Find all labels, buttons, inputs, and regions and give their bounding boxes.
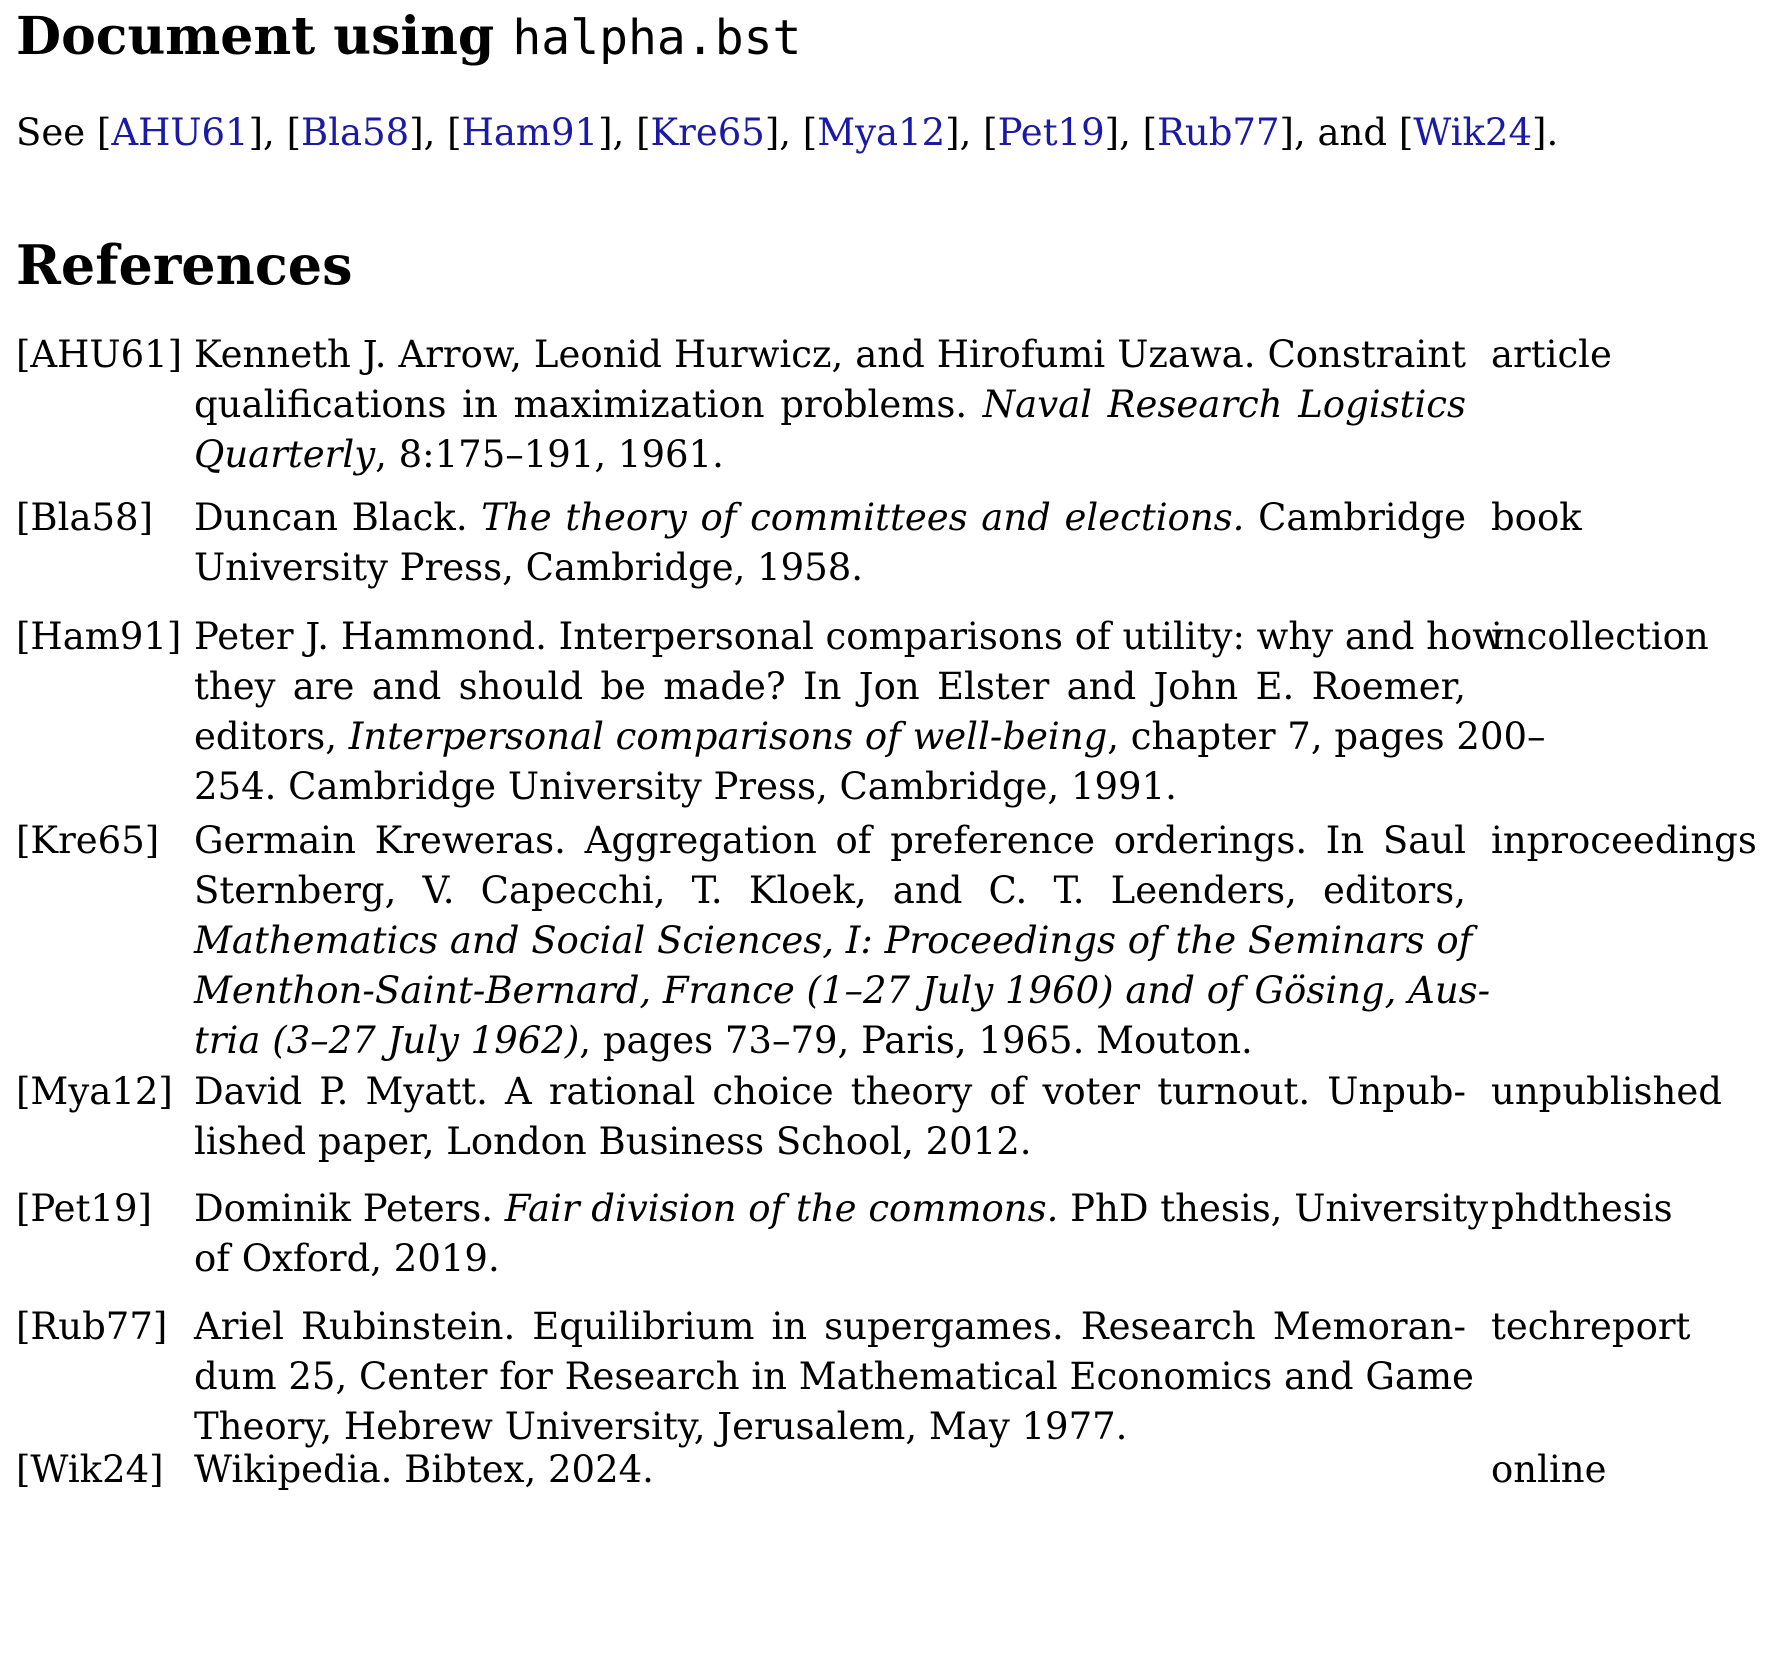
bib-text-segment: Cambridge	[1244, 496, 1466, 539]
bib-label: [Kre65]	[16, 819, 160, 862]
bib-text	[194, 1184, 1489, 1284]
bib-italic-title: Menthon-Saint-Bernard, France (1–27 July 1960) and of Gösing, Aus-	[194, 969, 1491, 1012]
bib-text	[194, 1067, 1466, 1167]
bib-italic-title: Fair division of the commons.	[504, 1187, 1059, 1230]
bib-text-segment: Kenneth J. Arrow, Leonid Hurwicz, and Hirofumi Uzawa. Constraint	[194, 333, 1466, 376]
bib-entry-type: incollection	[1491, 615, 1709, 658]
bib-text-segment: , chapter 7, pages 200–	[1107, 715, 1546, 758]
bib-text	[194, 612, 1546, 812]
bib-entry-type: techreport	[1491, 1305, 1691, 1348]
bib-italic-title: Quarterly	[194, 433, 376, 476]
citation-link-pet19[interactable]: Pet19	[997, 111, 1105, 154]
bib-text-segment: they are and should be made? In Jon Elster and John E. Roemer,	[194, 665, 1466, 708]
bib-text-segment: Duncan Black.	[194, 496, 482, 539]
bib-text-line	[194, 1445, 1466, 1495]
bib-text-segment: , pages 73–79, Paris, 1965. Mouton.	[579, 1019, 1253, 1062]
bib-text-line	[194, 1184, 1489, 1234]
bib-text-segment: qualifications in maximization problems.	[194, 383, 983, 426]
bib-text-segment: lished paper, London Business School, 2012.	[194, 1120, 1032, 1163]
bib-text-segment: Peter J. Hammond. Interpersonal comparisons of utility: why and how	[194, 615, 1504, 658]
title-filename: halpha.bst	[512, 10, 802, 66]
bib-entry-type: online	[1491, 1448, 1607, 1491]
bib-text-line	[194, 662, 1466, 712]
bib-text-segment: PhD thesis, University	[1058, 1187, 1489, 1230]
bib-text-segment: Sternberg, V. Capecchi, T. Kloek, and C. T. Leenders, editors,	[194, 869, 1466, 912]
bib-text-line	[194, 1302, 1466, 1352]
citation-link-wik24[interactable]: Wik24	[1413, 111, 1532, 154]
citation-link-bla58[interactable]: Bla58	[301, 111, 410, 154]
bib-entry-type: book	[1491, 496, 1582, 539]
bib-text-line	[194, 966, 1491, 1016]
title-prefix: Document using	[16, 6, 495, 67]
bib-label: [AHU61]	[16, 333, 183, 376]
bib-text-line	[194, 543, 1466, 593]
bib-text-segment: 254. Cambridge University Press, Cambridge, 1991.	[194, 765, 1177, 808]
bib-text-line	[194, 712, 1546, 762]
bib-text-line	[194, 1067, 1466, 1117]
bib-text-line	[194, 1234, 1466, 1284]
bib-text-segment: Ariel Rubinstein. Equilibrium in supergames. Research Memoran-	[194, 1305, 1466, 1348]
bib-text	[194, 816, 1491, 1066]
citation-link-mya12[interactable]: Mya12	[817, 111, 946, 154]
citation-link-rub77[interactable]: Rub77	[1157, 111, 1280, 154]
bib-text-line	[194, 916, 1473, 966]
intro-paragraph: See [AHU61], [Bla58], [Ham91], [Kre65], [Mya12], [Pet19], [Rub77], and [Wik24].	[16, 111, 1559, 154]
bib-entry-type: inproceedings	[1491, 819, 1757, 862]
bib-label: [Ham91]	[16, 615, 182, 658]
document-title	[16, 2, 801, 73]
bib-text	[194, 1302, 1474, 1452]
citation-link-kre65[interactable]: Kre65	[650, 111, 765, 154]
bib-text-line	[194, 762, 1466, 812]
bib-text-segment: Wikipedia. Bibtex, 2024.	[194, 1448, 654, 1491]
bib-text	[194, 330, 1466, 480]
bib-text-segment: dum 25, Center for Research in Mathematical Economics and Game	[194, 1355, 1474, 1398]
citation-link-ahu61[interactable]: AHU61	[111, 111, 249, 154]
bib-italic-title: tria (3–27 July 1962)	[194, 1019, 580, 1062]
bib-text-segment: Germain Kreweras. Aggregation of preference orderings. In Saul	[194, 819, 1466, 862]
bib-italic-title: Mathematics and Social Sciences, I: Proceedings of the Seminars of	[194, 919, 1473, 962]
bib-label: [Wik24]	[16, 1448, 164, 1491]
bib-entry-type: unpublished	[1491, 1070, 1722, 1113]
bib-text	[194, 1445, 1466, 1495]
bib-entry-type: article	[1491, 333, 1612, 376]
bib-text-segment: , 8:175–191, 1961.	[375, 433, 724, 476]
bib-text-line	[194, 330, 1466, 380]
bib-italic-title: Naval Research Logistics	[982, 383, 1466, 426]
bib-text-segment: David P. Myatt. A rational choice theory of voter turnout. Unpub-	[194, 1070, 1466, 1113]
bib-text-segment: of Oxford, 2019.	[194, 1237, 500, 1280]
bib-text-line	[194, 1016, 1466, 1066]
bib-text-line	[194, 816, 1466, 866]
references-heading: References	[16, 233, 353, 297]
bib-text-segment: University Press, Cambridge, 1958.	[194, 546, 864, 589]
bib-text-line	[194, 1117, 1466, 1167]
bib-text	[194, 493, 1466, 593]
bib-text-segment: editors,	[194, 715, 349, 758]
bib-text-segment: Theory, Hebrew University, Jerusalem, May 1977.	[194, 1405, 1128, 1448]
bib-text-line	[194, 493, 1466, 543]
bib-text-line	[194, 866, 1466, 916]
bib-label: [Bla58]	[16, 496, 154, 539]
bib-label: [Mya12]	[16, 1070, 173, 1113]
intro-see-text: See	[16, 111, 97, 154]
bib-italic-title: The theory of committees and elections.	[481, 496, 1245, 539]
bib-text-line	[194, 430, 1466, 480]
citation-link-ham91[interactable]: Ham91	[461, 111, 599, 154]
bib-entry-type: phdthesis	[1491, 1187, 1673, 1230]
bib-text-line	[194, 1352, 1474, 1402]
bib-text-line	[194, 612, 1504, 662]
bib-label: [Rub77]	[16, 1305, 168, 1348]
intro-and-text: and	[1317, 111, 1399, 154]
bib-italic-title: Interpersonal comparisons of well-being	[348, 715, 1108, 758]
bib-text-line	[194, 380, 1466, 430]
bib-label: [Pet19]	[16, 1187, 152, 1230]
bib-text-segment: Dominik Peters.	[194, 1187, 505, 1230]
